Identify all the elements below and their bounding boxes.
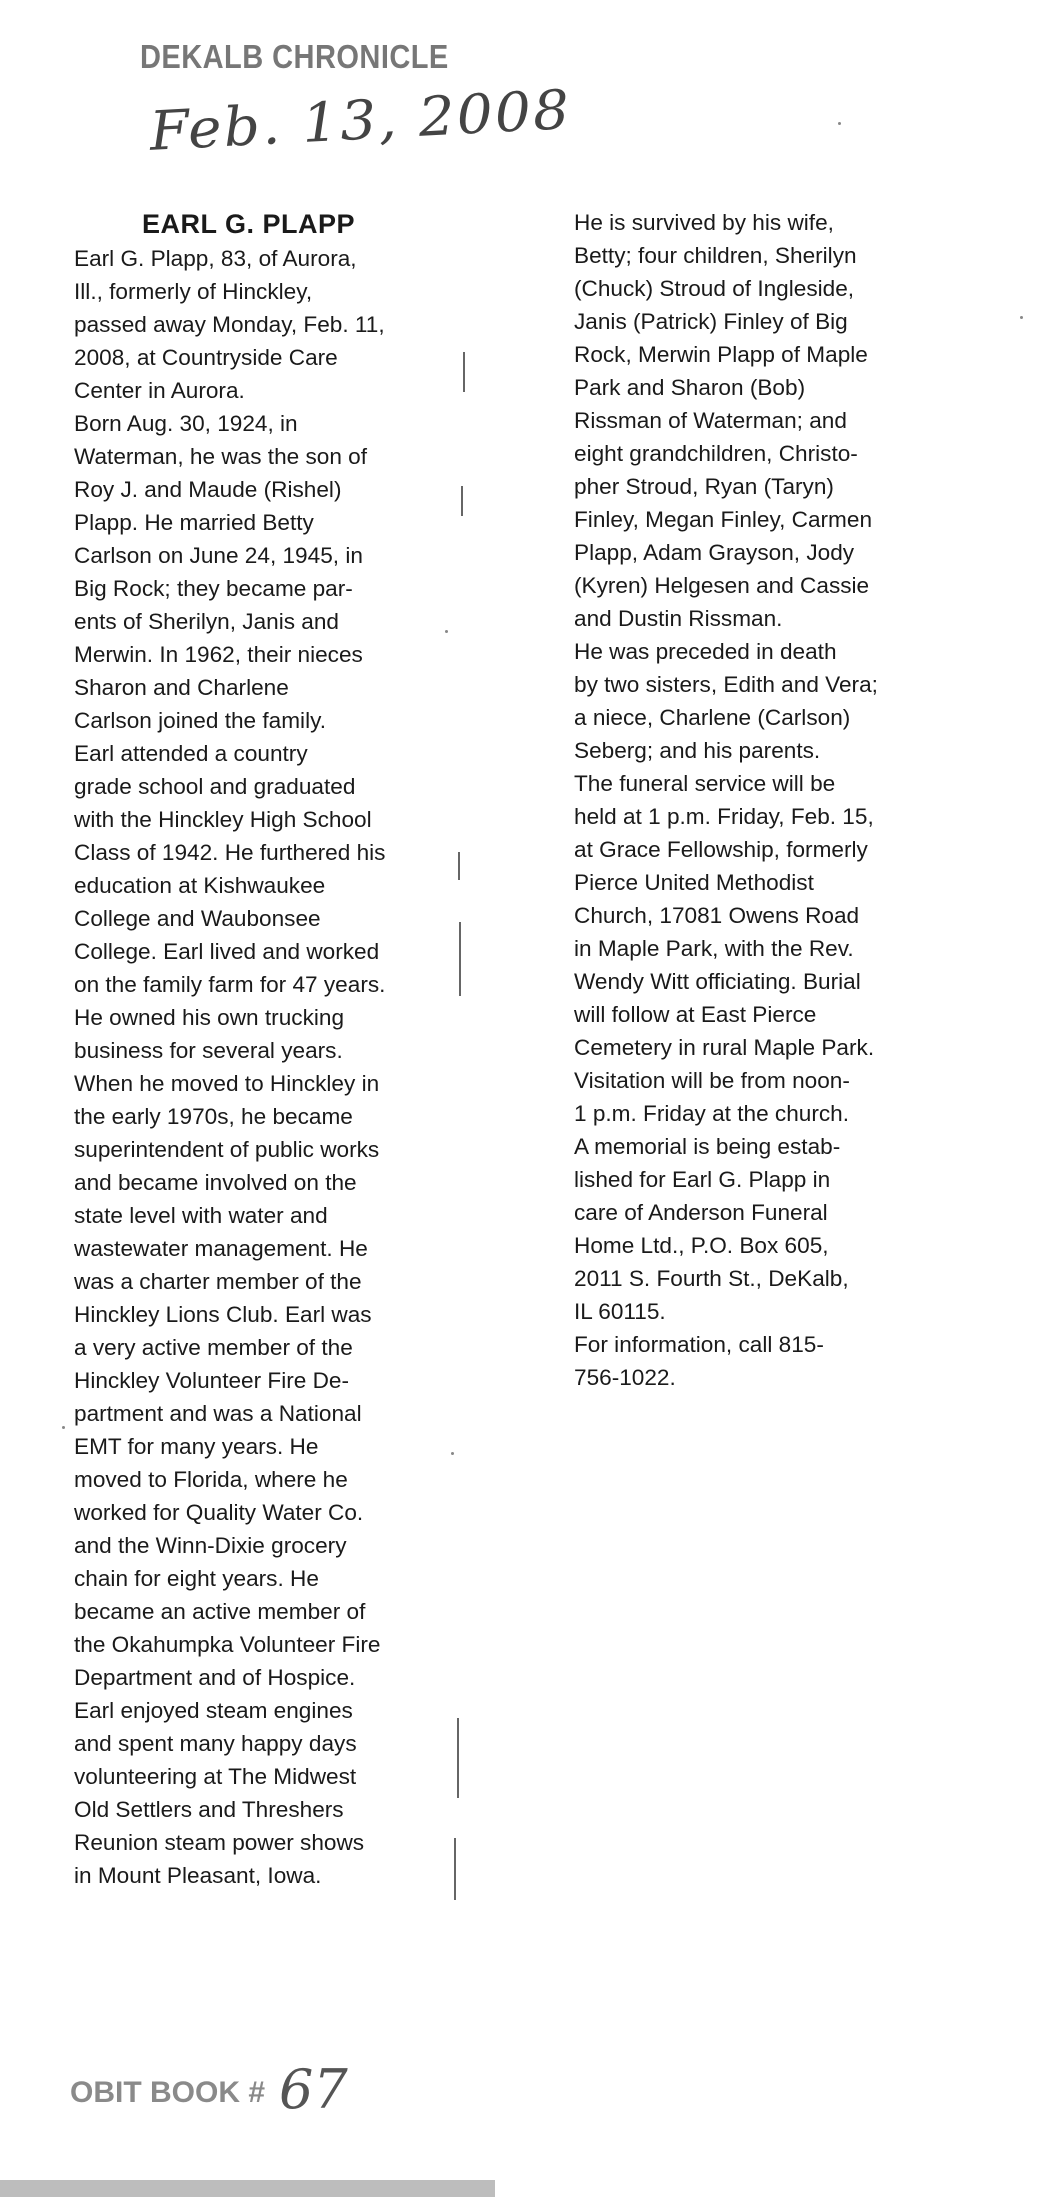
obit-book-footer	[70, 2052, 348, 2121]
scan-speck	[838, 122, 841, 125]
obituary-paragraph: A memorial is being estab- lished for Earl G. Plapp in care of Anderson Funeral Home Ltd., P.O. Box 605, 2011 S. Fourth St., DeKalb, IL 60115.	[574, 1134, 849, 1324]
scan-speck	[451, 1452, 454, 1455]
scan-edge-bar	[0, 2180, 495, 2197]
handwritten-date: Feb. 13, 2008	[148, 77, 573, 163]
scan-speck	[62, 1426, 65, 1429]
column-edge-rule	[459, 922, 461, 996]
newspaper-masthead: DEKALB CHRONICLE	[140, 38, 449, 75]
obituary-headline: EARL G. PLAPP	[142, 209, 356, 239]
obituary-paragraph: The funeral service will be held at 1 p.m. Friday, Feb. 15, at Grace Fellowship, formerly Pierce United Methodist Church, 17081 Owens Road in Maple Park, with the Rev. Wendy Witt officiating. Burial will follow at East Pierce Cemetery in rural Maple Park. Visitation will be from noon- 1 p.m. Friday at the church.	[574, 771, 875, 1126]
column-edge-rule	[458, 852, 460, 880]
obituary-paragraph: He is survived by his wife, Betty; four children, Sherilyn (Chuck) Stroud of Ingleside, Janis (Patrick) Finley of Big Rock, Merwin Plapp of Maple Park and Sharon (Bob) Rissman of Waterman; and eight grandchildren, Christo- pher Stroud, Ryan (Taryn) Finley, Megan Finley, Carmen Plapp, Adam Grayson, Jody (Kyren) Helgesen and Cassie and Dustin Rissman.	[574, 210, 873, 631]
column-edge-rule	[457, 1718, 459, 1798]
scan-speck	[445, 630, 448, 633]
obituary-paragraph: Born Aug. 30, 1924, in Waterman, he was the son of Roy J. and Maude (Rishel) Plapp. He married Betty Carlson on June 24, 1945, in Big Rock; they became par- ents of Sherilyn, Janis and Merwin. In 1962, their nieces Sharon and Charlene Carlson joined the family.	[74, 411, 368, 733]
obituary-paragraph: He was preceded in death by two sisters, Edith and Vera; a niece, Charlene (Carlson) Seberg; and his parents.	[574, 639, 878, 763]
column-edge-rule	[463, 352, 465, 392]
obituary-paragraph: Earl G. Plapp, 83, of Aurora, Ill., formerly of Hinckley, passed away Monday, Feb. 11, 2008, at Countryside Care Center in Aurora.	[74, 246, 385, 403]
column-edge-rule	[461, 486, 463, 516]
obituary-left-column	[74, 206, 454, 1892]
scan-speck	[1020, 316, 1023, 319]
obituary-paragraph: Earl attended a country grade school and graduated with the Hinckley High School Class of 1942. He furthered his education at Kishwaukee College and Waubonsee College. Earl lived and worked on the family farm for 47 years. He owned his own trucking business for several years. When he moved to Hinckley in the early 1970s, he became superintendent of public works and became involved on the state level with water and wastewater management. He was a charter member of the Hinckley Lions Club. Earl was a very active member of the Hinckley Volunteer Fire De- partment and was a National EMT for many years. He moved to Florida, where he worked for Quality Water Co. and the Winn-Dixie grocery chain for eight years. He became an active member of the Okahumpka Volunteer Fire Department and of Hospice. Earl enjoyed steam engines and spent many happy days volunteering at The Midwest Old Settlers and Threshers Reunion steam power shows in Mount Pleasant, Iowa.	[74, 741, 386, 1888]
obit-book-number: 67	[279, 2058, 348, 2121]
obituary-right-column	[574, 206, 954, 1394]
obit-book-label: OBIT BOOK #	[70, 2076, 266, 2109]
obituary-paragraph: For information, call 815- 756-1022.	[574, 1332, 824, 1390]
column-edge-rule	[454, 1838, 456, 1900]
